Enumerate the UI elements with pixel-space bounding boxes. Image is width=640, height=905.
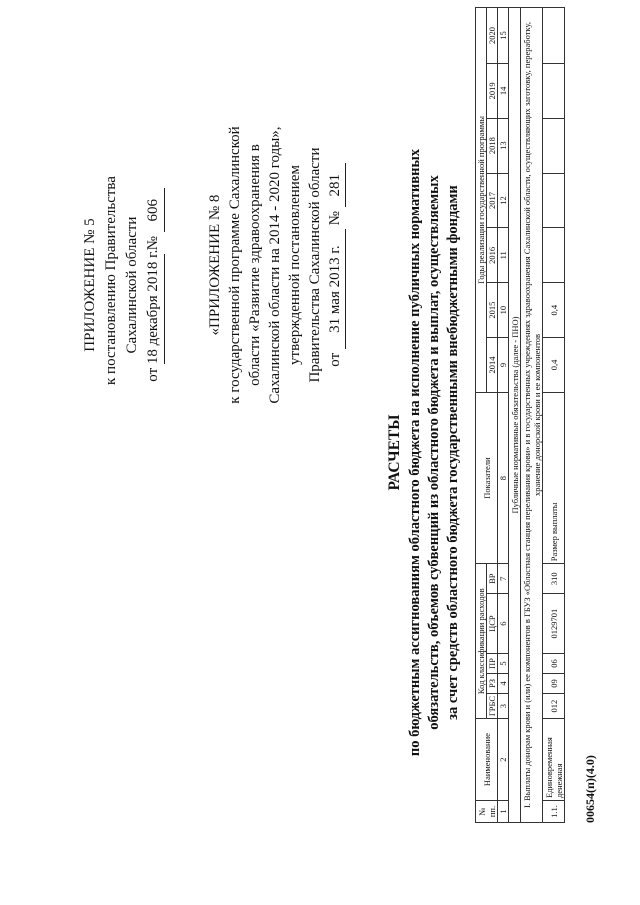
header-grbs: ГРБС xyxy=(487,693,498,718)
appendix-8-date-line xyxy=(325,55,346,475)
header-vr: ВР xyxy=(487,564,498,594)
appendix-5-num: 606 xyxy=(143,188,165,232)
column-number: 5 xyxy=(498,654,509,674)
row-indicator: Размер выплаты xyxy=(543,392,565,563)
appendix-5-date-line xyxy=(143,185,165,385)
header-year: 2020 xyxy=(487,8,498,64)
appendix-5-date: 18 декабря 2018 г. xyxy=(143,254,165,364)
budget-table xyxy=(475,7,565,823)
column-number: 2 xyxy=(498,719,509,801)
header-year: 2017 xyxy=(487,173,498,228)
subsection-row xyxy=(521,8,543,823)
row-value-2020 xyxy=(543,8,565,64)
row-num: 1.1. xyxy=(543,801,565,823)
appendix-5-from: от xyxy=(145,367,161,382)
row-value-2017 xyxy=(543,173,565,228)
table-row xyxy=(543,8,565,823)
row-rz: 09 xyxy=(543,674,565,694)
header-year: 2015 xyxy=(487,283,498,338)
title-heading: РАСЧЕТЫ xyxy=(386,414,403,491)
column-number: 6 xyxy=(498,594,509,654)
title-line: за счет средств областного бюджета государственными внебюджетными фондами xyxy=(445,185,461,720)
column-number: 7 xyxy=(498,564,509,594)
column-number: 14 xyxy=(498,63,509,118)
appendix-8-block xyxy=(205,55,346,475)
row-value-2018 xyxy=(543,118,565,173)
column-number: 8 xyxy=(498,392,509,563)
column-number: 13 xyxy=(498,118,509,173)
section-row xyxy=(509,8,521,823)
appendix-5-num-label: № xyxy=(145,236,161,251)
row-value-2014: 0,4 xyxy=(543,338,565,393)
appendix-8-from: от xyxy=(327,352,343,367)
appendix-5-title: ПРИЛОЖЕНИЕ № 5 xyxy=(82,218,98,352)
row-value-2019 xyxy=(543,63,565,118)
header-csr: ЦСР xyxy=(487,594,498,654)
appendix-5-line1: к постановлению Правительства xyxy=(103,176,119,385)
column-number: 12 xyxy=(498,173,509,228)
row-grbs: 012 xyxy=(543,693,565,718)
column-number: 10 xyxy=(498,283,509,338)
appendix-8-title: «ПРИЛОЖЕНИЕ № 8 xyxy=(207,194,223,336)
appendix-8-line: Сахалинской области на 2014 - 2020 годы», xyxy=(267,126,283,404)
appendix-8-date: 31 мая 2013 г. xyxy=(325,229,346,349)
column-number: 1 xyxy=(498,801,509,823)
header-year: 2014 xyxy=(487,338,498,393)
row-vr: 310 xyxy=(543,564,565,594)
title-line: по бюджетным ассигнованиям областного бюджета на исполнение публичных нормативных xyxy=(407,148,423,757)
document-title xyxy=(385,20,463,885)
header-years: Годы реализации государственной программы xyxy=(476,8,487,393)
column-number: 4 xyxy=(498,674,509,694)
column-number: 11 xyxy=(498,228,509,283)
row-value-2015: 0,4 xyxy=(543,283,565,338)
appendix-8-line: области «Развитие здравоохранения в xyxy=(247,144,263,386)
row-name: Единовременная денежная xyxy=(543,719,565,801)
header-year: 2016 xyxy=(487,228,498,283)
row-pr: 06 xyxy=(543,654,565,674)
appendix-8-line: к государственной программе Сахалинской xyxy=(227,126,243,404)
appendix-8-num-label: № xyxy=(327,211,343,226)
section-title: Публичные нормативные обязательства (далее - ПНО) xyxy=(509,8,521,823)
footer-code: 00654(п)(4.0) xyxy=(583,755,597,823)
appendix-5-line2: Сахалинской области xyxy=(124,216,140,354)
header-num: № пп. xyxy=(476,801,498,823)
appendix-8-num: 281 xyxy=(325,163,346,207)
row-value-2016 xyxy=(543,228,565,283)
header-pr: ПР xyxy=(487,654,498,674)
subsection-title: I. Выплаты донорам крови и (или) ее компонентов в ГБУЗ «Областная станция переливания крови» и в государственных учреждениях здравоохранения Сахалинской области, осуществляющих заготовку, переработку, хранение донорской крови и ее компонентов xyxy=(521,8,543,823)
header-codes: Код классификации расходов xyxy=(476,564,487,719)
header-year: 2018 xyxy=(487,118,498,173)
column-number: 15 xyxy=(498,8,509,64)
column-number: 9 xyxy=(498,338,509,393)
column-number-row xyxy=(498,8,509,823)
appendix-5-block xyxy=(80,176,165,385)
header-indicators: Показатели xyxy=(476,392,498,563)
column-number: 3 xyxy=(498,693,509,718)
row-csr: 0129701 xyxy=(543,594,565,654)
title-line: обязательств, объемов субвенций из областного бюджета и выплат, осуществляемых xyxy=(426,175,442,730)
header-year: 2019 xyxy=(487,63,498,118)
header-rz: РЗ xyxy=(487,674,498,694)
header-row xyxy=(476,8,487,823)
header-name: Наименование xyxy=(476,719,498,801)
appendix-8-line: утвержденной постановлением xyxy=(287,165,303,365)
appendix-8-line: Правительства Сахалинской области xyxy=(307,147,323,383)
